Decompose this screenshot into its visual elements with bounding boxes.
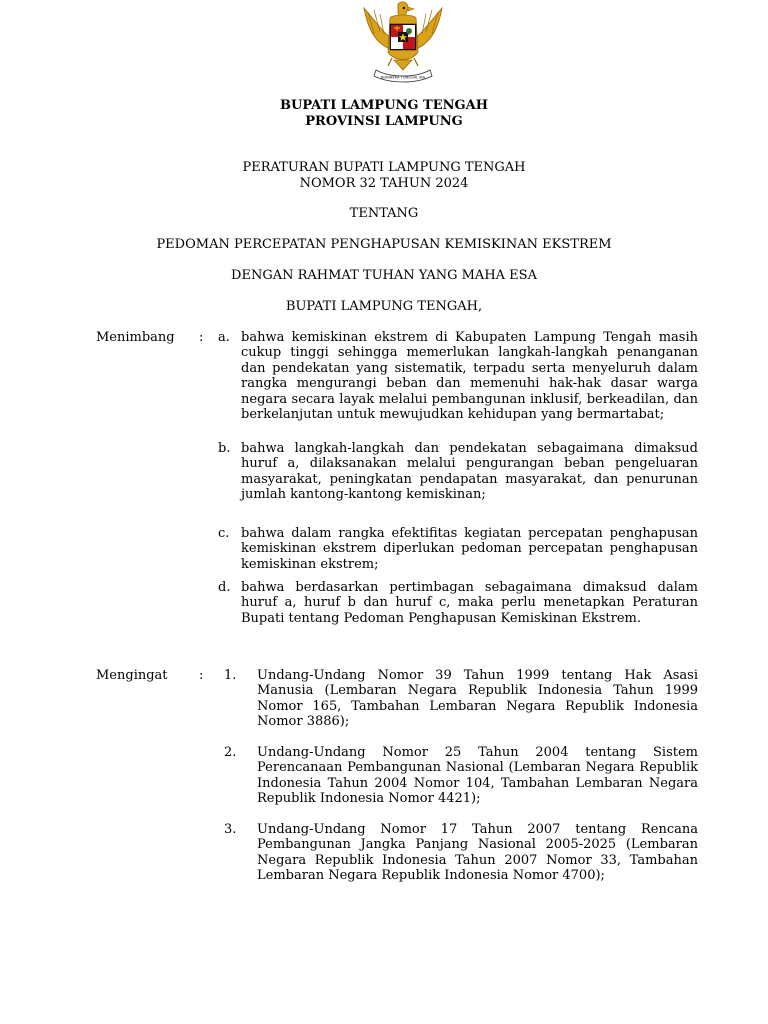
menimbang-item-text: bahwa berdasarkan pertimbagan sebagaimana dimaksud dalam huruf a, huruf b dan huruf c, maka perlu menetapkan Peraturan Bupati tentang Pedoman Penghapusan Kemiskinan Ekstrem. <box>241 580 698 626</box>
mengingat-item-text: Undang-Undang Nomor 39 Tahun 1999 tentang Hak Asasi Manusia (Lembaran Negara Republik Indonesia Tahun 1999 Nomor 165, Tambahan Lembaran Negara Republik Indonesia Nomor 3886); <box>257 668 698 730</box>
menimbang-item-text: bahwa kemiskinan ekstrem di Kabupaten Lampung Tengah masih cukup tinggi sehingga memerlukan langkah-langkah penanganan dan pendekatan yang sistematik, terpadu serta menyeluruh dalam rangka mengurangi beban dan memenuhi hak-hak dasar warga negara secara layak melalui pembangunan inklusif, berkeadilan, dan berkelanjutan untuk mewujudkan kehidupan yang bermartabat; <box>241 330 698 423</box>
menimbang-item-text: bahwa dalam rangka efektifitas kegiatan percepatan penghapusan kemiskinan ekstrem diperlukan pedoman percepatan penghapusan kemiskinan ekstrem; <box>241 526 698 572</box>
regent-line: BUPATI LAMPUNG TENGAH, <box>285 299 483 314</box>
issuer-province: PROVINSI LAMPUNG <box>305 114 463 129</box>
mengingat-number: 2. <box>224 745 237 760</box>
menimbang-letter: b. <box>218 441 231 456</box>
mengingat-number: 1. <box>224 668 237 683</box>
menimbang-letter: d. <box>218 580 231 595</box>
menimbang-label: Menimbang <box>96 330 175 345</box>
regulation-subject: PEDOMAN PERCEPATAN PENGHAPUSAN KEMISKINAN EKSTREM <box>156 237 612 252</box>
regulation-number: NOMOR 32 TAHUN 2024 <box>299 176 469 191</box>
regulation-title: PERATURAN BUPATI LAMPUNG TENGAH <box>242 160 526 175</box>
issuer-title: BUPATI LAMPUNG TENGAH <box>280 98 488 113</box>
garuda-pancasila-emblem <box>354 0 452 86</box>
mengingat-item-text: Undang-Undang Nomor 17 Tahun 2007 tentang Rencana Pembangunan Jangka Panjang Nasional 2005-2025 (Lembaran Negara Republik Indonesia Tahun 2007 Nomor 33, Tambahan Lembaran Negara Republik Indonesia Nomor 4700); <box>257 822 698 884</box>
mengingat-item-text: Undang-Undang Nomor 25 Tahun 2004 tentang Sistem Perencanaan Pembangunan Nasional (Lembaran Negara Republik Indonesia Tahun 2004 Nomor 104, Tambahan Lembaran Negara Republik Indonesia Nomor 4421); <box>257 745 698 807</box>
menimbang-item-text: bahwa langkah-langkah dan pendekatan sebagaimana dimaksud huruf a, dilaksanakan melalui pengurangan beban pengeluaran masyarakat, peningkatan pendapatan masyarakat, dan penurunan jumlah kantong-kantong kemiskinan; <box>241 441 698 503</box>
grace-line: DENGAN RAHMAT TUHAN YANG MAHA ESA <box>231 268 537 283</box>
mengingat-number: 3. <box>224 822 237 837</box>
about-heading: TENTANG <box>349 206 419 221</box>
menimbang-letter: c. <box>218 526 230 541</box>
mengingat-label: Mengingat <box>96 668 168 683</box>
menimbang-colon: : <box>199 330 204 345</box>
mengingat-colon: : <box>199 668 204 683</box>
menimbang-letter: a. <box>218 330 230 345</box>
emblem-motto: BHINNEKA TUNGGAL IKA <box>380 75 426 80</box>
